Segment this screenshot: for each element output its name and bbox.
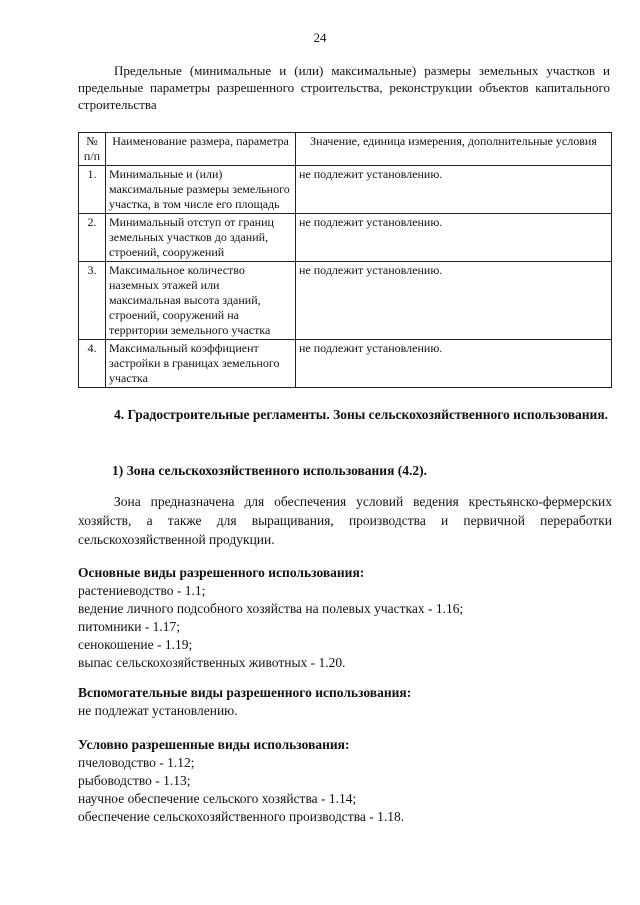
list-item: рыбоводство - 1.13;: [78, 773, 191, 788]
zone-description: Зона предназначена для обеспечения условий ведения крестьянско-фермерских хозяйств, а также для выращивания, производства и первичной переработки сельскохозяйственной продукции.: [78, 494, 612, 547]
list-item: научное обеспечение сельского хозяйства - 1.14;: [78, 791, 357, 806]
list-item: сенокошение - 1.19;: [78, 637, 193, 652]
list-item: не подлежат установлению.: [78, 703, 238, 718]
row-num: 4.: [79, 340, 106, 388]
table-row: [79, 214, 612, 262]
conditional-uses-heading: Условно разрешенные виды использования:: [78, 737, 350, 752]
main-uses-block: [78, 564, 612, 672]
row-num: 1.: [79, 166, 106, 214]
auxiliary-uses-block: [78, 684, 612, 720]
conditional-uses-block: [78, 736, 612, 826]
row-value: не подлежит установлению.: [296, 214, 612, 262]
intro-paragraph: Предельные (минимальные и (или) максимальные) размеры земельных участков и предельные параметры разрешенного строительства, реконструкции объектов капитального строительства: [78, 63, 610, 112]
list-item: пчеловодство - 1.12;: [78, 755, 195, 770]
row-num: 2.: [79, 214, 106, 262]
conditional-uses-list: [78, 754, 612, 826]
subsection-heading: 1) Зона сельскохозяйственного использования (4.2).: [112, 463, 428, 478]
row-value: не подлежит установлению.: [296, 340, 612, 388]
main-uses-list: [78, 582, 612, 672]
parameters-table: [78, 132, 612, 388]
row-name: Максимальное количество наземных этажей или максимальная высота зданий, строений, сооружений на территории земельного участка: [106, 262, 296, 340]
auxiliary-uses-list: [78, 702, 612, 720]
list-item: питомники - 1.17;: [78, 619, 181, 634]
row-num: 3.: [79, 262, 106, 340]
header-name: Наименование размера, параметра: [106, 133, 296, 166]
row-name: Минимальный отступ от границ земельных участков до зданий, строений, сооружений: [106, 214, 296, 262]
table-row: [79, 166, 612, 214]
row-value: не подлежит установлению.: [296, 166, 612, 214]
table-row: [79, 262, 612, 340]
list-item: выпас сельскохозяйственных животных - 1.20.: [78, 655, 346, 670]
section-heading: 4. Градостроительные регламенты. Зоны сельскохозяйственного использования.: [114, 407, 609, 422]
list-item: обеспечение сельскохозяйственного производства - 1.18.: [78, 809, 405, 824]
list-item: ведение личного подсобного хозяйства на полевых участках - 1.16;: [78, 601, 464, 616]
table-row: [79, 340, 612, 388]
row-name: Максимальный коэффициент застройки в границах земельного участка: [106, 340, 296, 388]
header-num: № п/п: [79, 133, 106, 166]
list-item: растениеводство - 1.1;: [78, 583, 206, 598]
row-name: Минимальные и (или) максимальные размеры земельного участка, в том числе его площадь: [106, 166, 296, 214]
page-number: 24: [313, 30, 327, 45]
row-value: не подлежит установлению.: [296, 262, 612, 340]
table-header-row: [79, 133, 612, 166]
main-uses-heading: Основные виды разрешенного использования:: [78, 565, 365, 580]
header-value: Значение, единица измерения, дополнительные условия: [296, 133, 612, 166]
auxiliary-uses-heading: Вспомогательные виды разрешенного использования:: [78, 685, 412, 700]
